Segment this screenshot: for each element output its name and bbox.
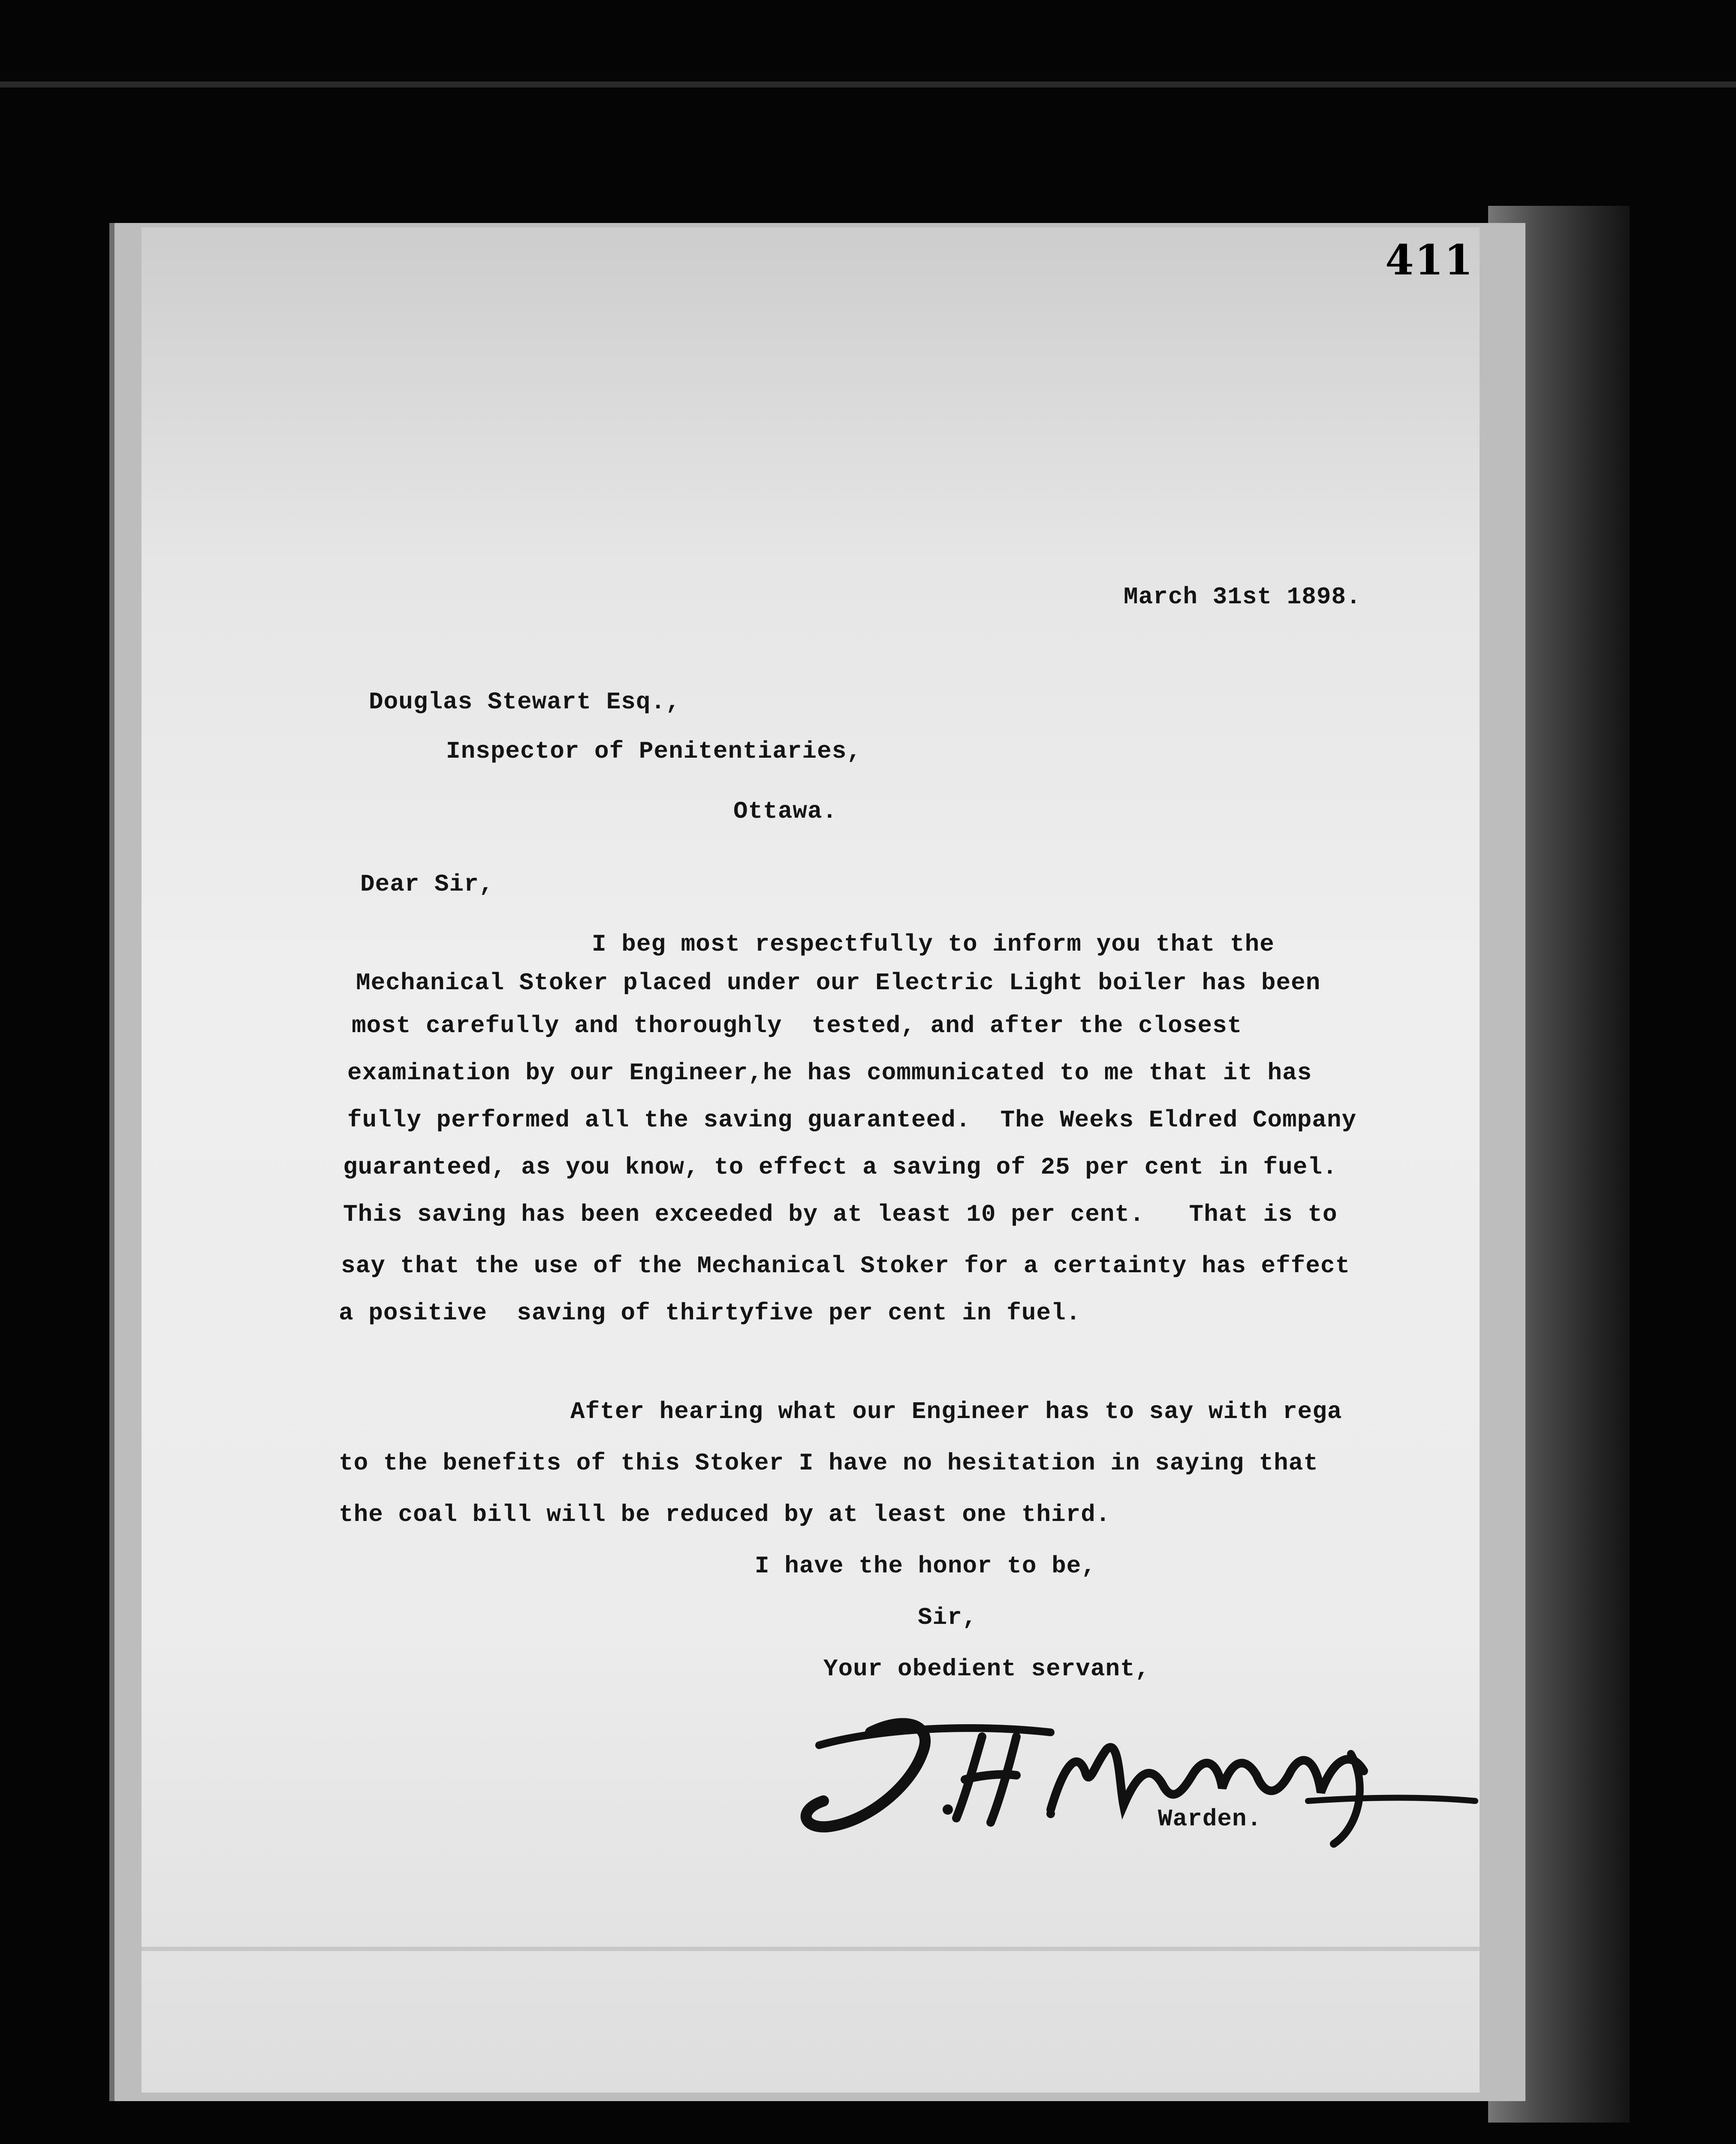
recipient-name: Douglas Stewart Esq., [369,688,681,716]
body-line: examination by our Engineer,he has communicated to me that it has [347,1059,1312,1087]
body-line: I beg most respectfully to inform you that the [592,930,1275,958]
body-line: guaranteed, as you know, to effect a saving of 25 per cent in fuel. [343,1153,1338,1181]
body-line: After hearing what our Engineer has to say with rega [570,1398,1342,1425]
salutation: Dear Sir, [360,870,494,898]
body-line: fully performed all the saving guaranteed. The Weeks Eldred Company [347,1106,1357,1134]
body-line: most carefully and thoroughly tested, and after the closest [352,1012,1242,1039]
recipient-city: Ottawa. [733,798,838,825]
letter-date: March 31st 1898. [1124,583,1361,611]
body-line: to the benefits of this Stoker I have no hesitation in saying that [339,1449,1318,1477]
body-line: say that the use of the Mechanical Stoker for a certainty has effect [341,1252,1350,1280]
body-line: Mechanical Stoker placed under our Electric Light boiler has been [356,969,1321,997]
film-edge-top [0,81,1736,87]
body-line: This saving has been exceeded by at least 10 per cent. That is to [343,1201,1338,1228]
closing-line: Sir, [918,1604,977,1631]
closing-line: I have the honor to be, [755,1552,1096,1580]
recipient-title: Inspector of Penitentiaries, [446,738,862,765]
body-line: the coal bill will be reduced by at least one third. [339,1501,1111,1528]
page-number: 411 [1385,236,1474,284]
signer-title: Warden. [1158,1805,1262,1833]
handwritten-signature [793,1698,1480,1852]
closing-line: Your obedient servant, [823,1655,1150,1683]
paper-fold-line [142,1947,1480,1951]
body-line: a positive saving of thirtyfive per cent in fuel. [339,1299,1081,1327]
